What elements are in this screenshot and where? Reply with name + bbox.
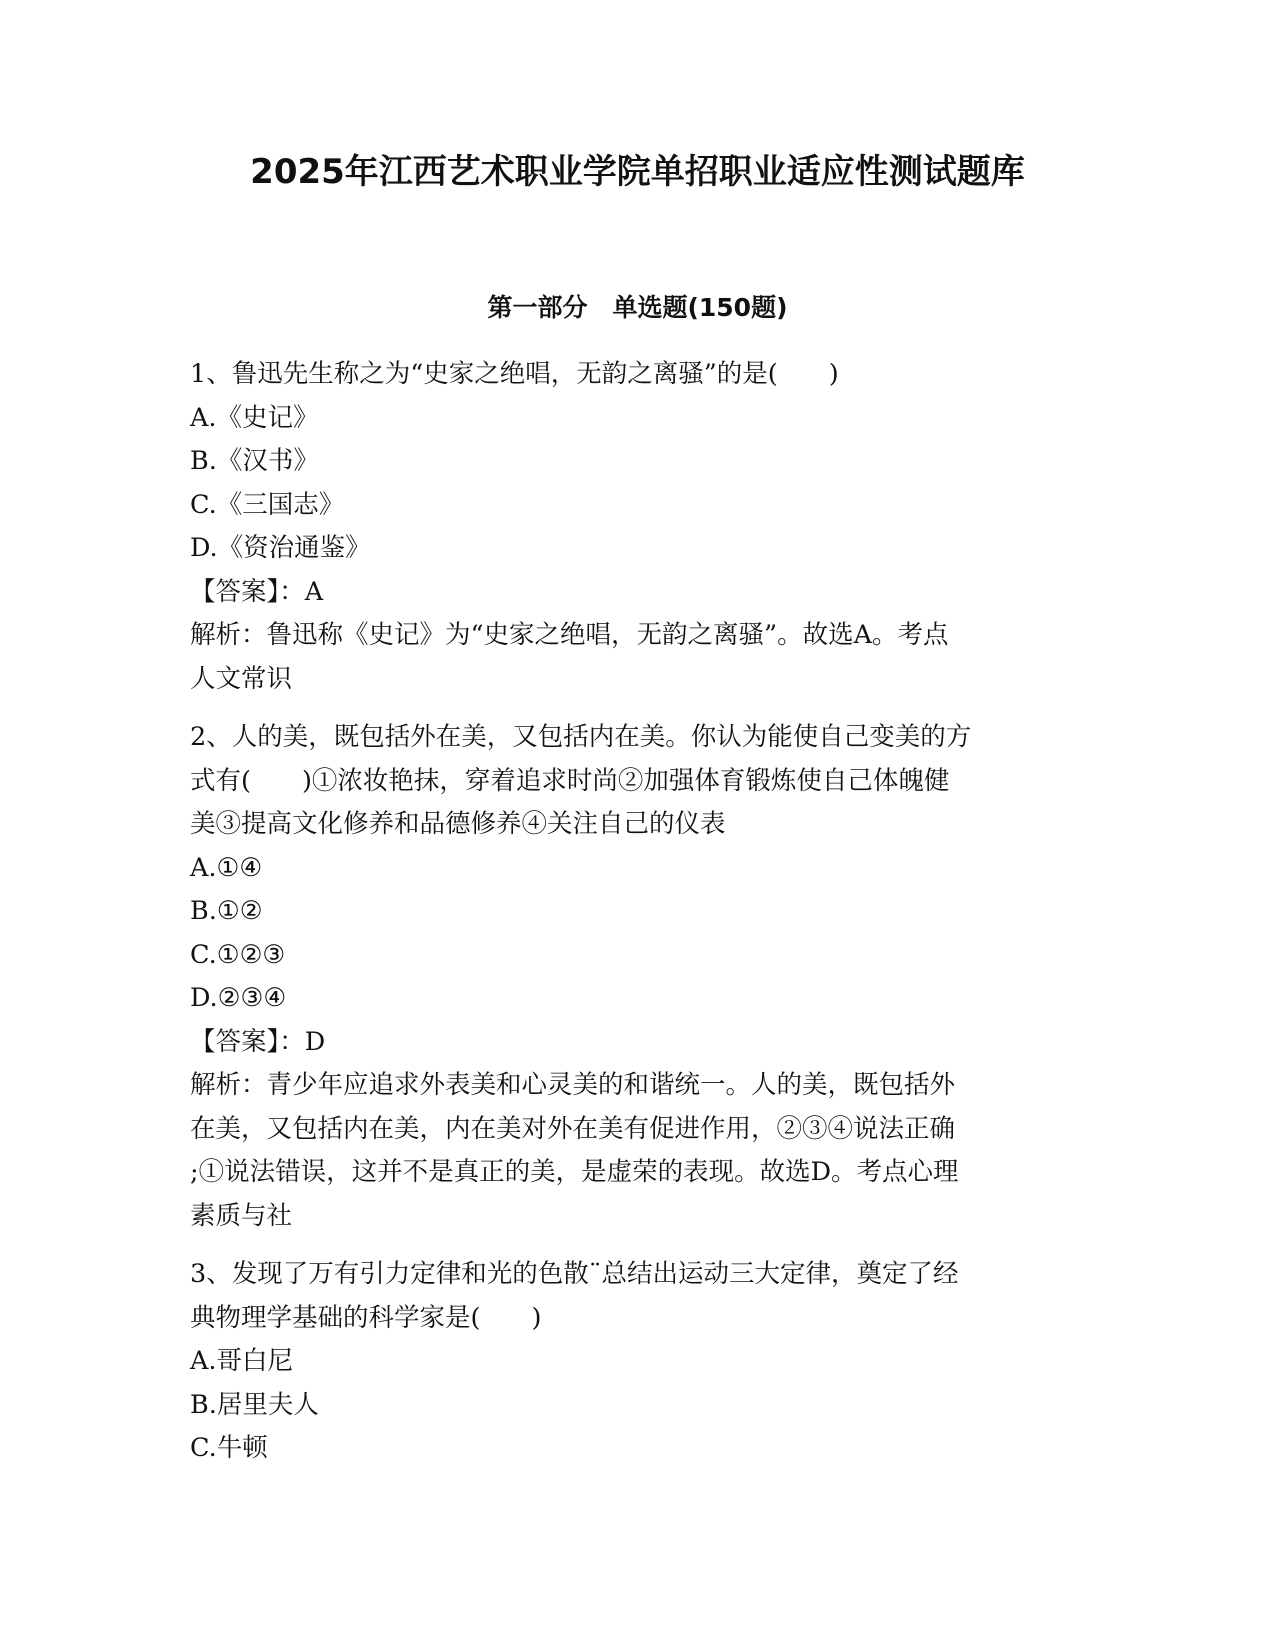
option-a: A.哥白尼 [190, 1346, 294, 1376]
answer-value: D [304, 1026, 326, 1057]
analysis-line: 素质与社 [190, 1200, 293, 1231]
answer-line [190, 571, 1090, 615]
question-stem: 美③提高文化修养和品德修养④关注自己的仪表 [190, 809, 726, 839]
document-title: 2025年江西艺术职业学院单招职业适应性测试题库 [250, 152, 1025, 192]
option-d: D.《资治通鉴》 [190, 533, 371, 563]
question-stem: 1、鲁迅先生称之为“史家之绝唱，无韵之离骚”的是( ) [190, 359, 839, 389]
option-b: B.《汉书》 [190, 446, 319, 476]
question-stem: 典物理学基础的科学家是( ) [190, 1302, 542, 1333]
analysis-line: 人文常识 [190, 663, 293, 694]
analysis-line: ;①说法错误，这并不是真正的美，是虚荣的表现。故选D。考点心理 [190, 1157, 959, 1187]
option-b: B.①② [190, 896, 263, 926]
option-a: A.①④ [190, 852, 263, 883]
option-c: C.《三国志》 [190, 489, 345, 520]
question-stem: 3、发现了万有引力定律和光的色散¨总结出运动三大定律，奠定了经 [190, 1259, 959, 1289]
answer-label: 【答案】： [190, 576, 305, 607]
answer-value: A [304, 576, 324, 607]
question-list [190, 353, 1090, 1471]
answer-label: 【答案】： [190, 1026, 305, 1057]
option-b: B.居里夫人 [190, 1389, 319, 1420]
question-2 [190, 716, 1090, 1238]
option-c: C.牛顿 [190, 1433, 268, 1463]
option-d: D.②③④ [190, 983, 287, 1013]
question-3 [190, 1253, 1090, 1471]
answer-line [190, 1021, 1090, 1065]
option-c: C.①②③ [190, 939, 286, 970]
analysis-line: 解析：青少年应追求外表美和心灵美的和谐统一。人的美，既包括外 [190, 1070, 956, 1100]
analysis-line: 解析：鲁迅称《史记》为“史家之绝唱，无韵之离骚”。故选A。考点 [190, 620, 949, 650]
question-stem: 式有( )①浓妆艳抹，穿着追求时尚②加强体育锻炼使自己体魄健 [190, 765, 950, 796]
option-a: A.《史记》 [190, 402, 319, 433]
question-stem: 2、人的美，既包括外在美，又包括内在美。你认为能使自己变美的方 [190, 722, 972, 752]
analysis-line: 在美，又包括内在美，内在美对外在美有促进作用，②③④说法正确 [190, 1113, 956, 1144]
question-1 [190, 353, 1090, 701]
section-title: 第一部分 单选题(150题) [487, 293, 788, 322]
